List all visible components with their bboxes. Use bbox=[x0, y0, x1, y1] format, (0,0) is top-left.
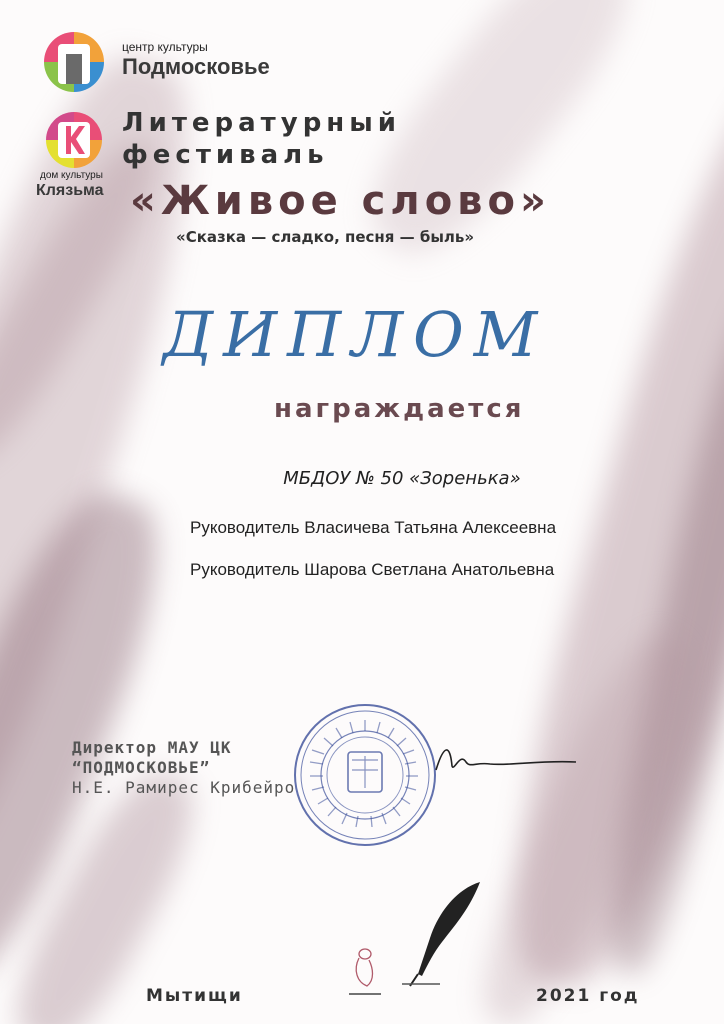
awarded-label: награждается bbox=[274, 394, 525, 424]
logo-caption-name: Клязьма bbox=[36, 182, 104, 199]
recipient-leader: Руководитель Шарова Светлана Анатольевна bbox=[190, 560, 555, 579]
festival-subtitle: «Сказка — сладко, песня — быль» bbox=[176, 228, 475, 246]
recipient-leader: Руководитель Власичева Татьяна Алексеевна bbox=[190, 518, 557, 537]
footer-city: Мытищи bbox=[146, 986, 243, 1006]
recipient-organization: МБДОУ № 50 «Зоренька» bbox=[283, 468, 521, 489]
festival-line-1: Литературный bbox=[122, 108, 401, 138]
logo-caption-name: Подмосковье bbox=[122, 54, 270, 79]
signature-mark bbox=[430, 740, 580, 780]
bird-decoration-icon bbox=[345, 940, 385, 1000]
signatory-name: Н.Е. Рамирес Крибейро bbox=[72, 778, 296, 797]
quill-pen-icon bbox=[400, 878, 490, 988]
klyazma-logo-icon bbox=[44, 110, 104, 170]
festival-line-2: фестиваль bbox=[122, 140, 329, 170]
svg-text:ДИПЛОМ: ДИПЛОМ bbox=[162, 298, 548, 371]
diploma-title bbox=[120, 290, 590, 380]
logo-caption-small: центр культуры bbox=[122, 40, 208, 54]
round-stamp-icon bbox=[290, 700, 440, 850]
signatory-organization: “ПОДМОСКОВЬЕ” bbox=[72, 758, 211, 777]
podmoskovye-logo-icon bbox=[42, 30, 106, 94]
footer-year: 2021 год bbox=[536, 986, 640, 1006]
festival-name: «Живое слово» bbox=[130, 178, 551, 224]
signatory-title: Директор МАУ ЦК bbox=[72, 738, 232, 757]
logo-caption-small: дом культуры bbox=[40, 170, 103, 181]
